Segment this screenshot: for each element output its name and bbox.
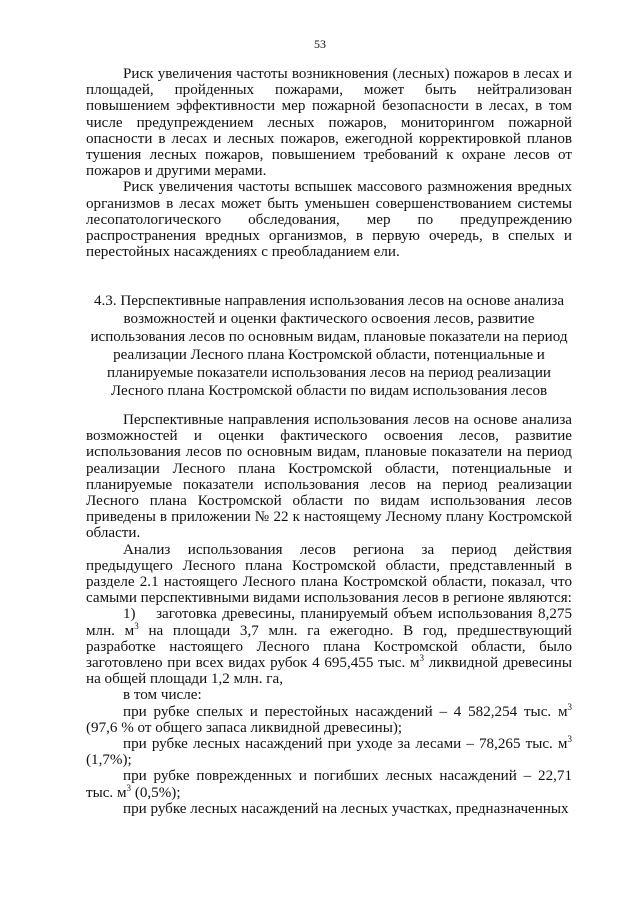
paragraph-pest-risk: Риск увеличения частоты вспышек массового размножения вредных организмов в лесах может быть уменьшен совершенствованием системы лесопатологического обследования, мер по предупреждению распространения вредных организмов, в первую очередь, в спелых и перестойных насаждениях с преобладанием ели.: [86, 179, 572, 261]
paragraph-including: в том числе:: [123, 687, 202, 704]
paragraph-designated-plots: при рубке лесных насаждений на лесных участках, предназначенных: [123, 800, 569, 817]
paragraph-damaged-felling: [86, 768, 572, 800]
text-fragment: при рубке поврежденных и погибших лесных насаждений – 22,71 тыс. м: [86, 768, 572, 801]
paragraph-mature-felling: [86, 701, 572, 736]
superscript: 3: [567, 734, 572, 745]
text-fragment: (0,5%);: [131, 784, 181, 801]
paragraph-directions: Перспективные направления использования лесов на основе анализа возможностей и оценки фактического освоения лесов, развитие использования лесов по основным видам, плановые показатели на период реализации Лесного плана Костромской области, потенциальные и планируемые показатели использования лесов на период реализации Лесного плана Костромской области по видам использования лесов приведены в приложении № 22 к настоящему Лесному плану Костромской области.: [86, 412, 572, 542]
paragraph-fire-risk: Риск увеличения частоты возникновения (лесных) пожаров в лесах и площадей, пройденных пожарами, может быть нейтрализован повышением эффективности мер пожарной безопасности в лесах, в том числе предупреждением лесных пожаров, мониторингом пожарной опасности в лесах и лесных пожаров, ежегодной корректировкой планов тушения лесных пожаров, повышением требований к охране лесов от пожаров и другими мерами.: [86, 66, 572, 180]
text-fragment: ликвидной древесины на общей площади 1,2 млн. га,: [86, 655, 572, 688]
page-number: 53: [314, 37, 326, 51]
top-text-block: [86, 66, 572, 260]
paragraph-analysis: Анализ использования лесов региона за период действия предыдущего Лесного плана Костромской области, представленный в разделе 2.1 настоящего Лесного плана Костромской области, показал, что самыми перспективными видами использования лесов в регионе являются:: [86, 541, 572, 607]
superscript: 3: [126, 782, 132, 793]
section-heading: 4.3. Перспективные направления использования лесов на основе анализа возможностей и оценки фактического освоения лесов, развитие использования лесов по основным видам, плановые показатели на период реализации Лесного плана Костромской области, потенциальные и планируемые показатели использования лесов на период реализации Лесного плана Костромской области по видам использования лесов: [90, 293, 568, 399]
text-fragment: 1) заготовка древесины, планируемый объем использования 8,275 млн. м: [86, 606, 572, 639]
text-fragment: на площади 3,7 млн. га ежегодно. В год, предшествующий разработке настоящего Лесного плана Костромской области, было заготовлено при всех видах рубок 4 695,455 тыс. м: [86, 622, 572, 672]
paragraph-care-felling: [86, 736, 572, 768]
text-fragment: при рубке лесных насаждений при уходе за лесами – 78,265 тыс. м: [123, 736, 568, 753]
bottom-text-block: [86, 412, 572, 817]
superscript: 3: [567, 701, 572, 712]
text-fragment: (1,7%);: [86, 752, 132, 769]
superscript: 3: [419, 653, 425, 664]
text-fragment: при рубке спелых и перестойных насаждений – 4 582,254 тыс. м: [123, 703, 568, 720]
paragraph-timber-harvest: [86, 606, 572, 687]
superscript: 3: [134, 620, 139, 631]
text-fragment: (97,6 % от общего запаса ликвидной древесины);: [86, 719, 403, 736]
